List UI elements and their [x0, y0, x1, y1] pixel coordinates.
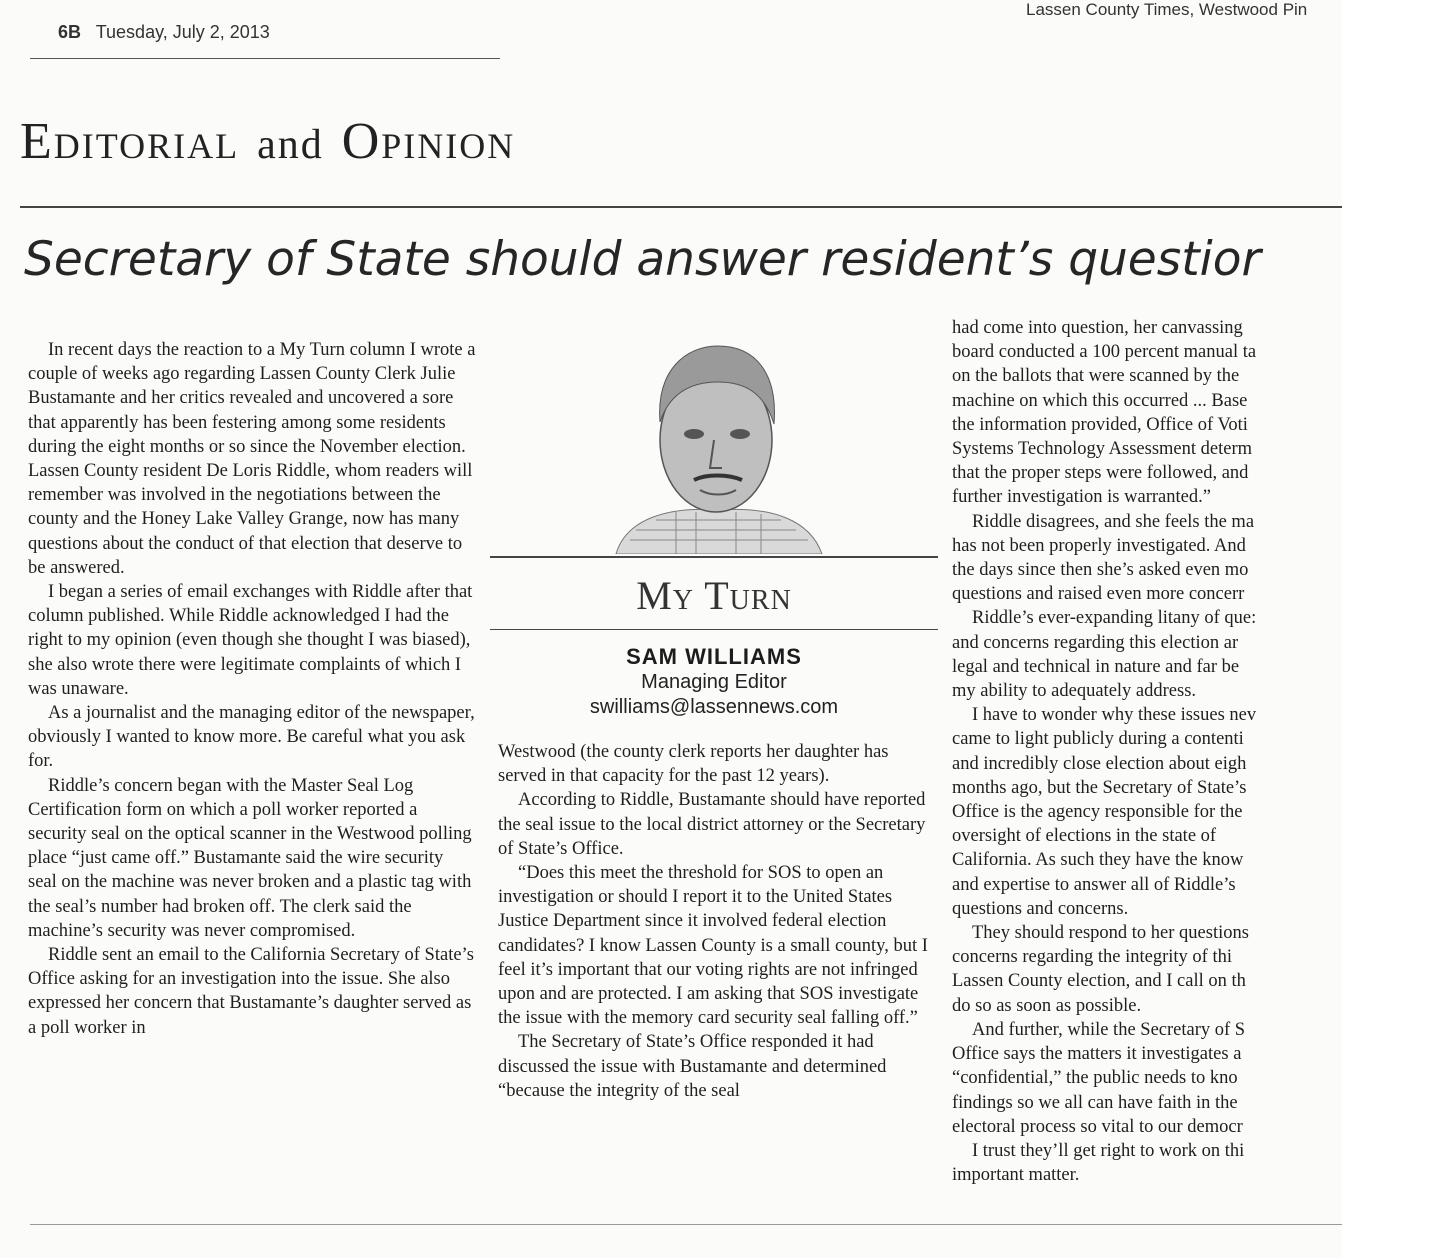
section-word-editorial: Editorial — [20, 113, 240, 170]
text-line: concerns regarding the integrity of thi — [952, 947, 1232, 968]
paragraph: I began a series of email exchanges with Riddle after that column published. While Riddle acknowledged I had the right to my opinion (even though she thought I was biased), she also wrote there were legitimate complaints of which I was unaware. — [28, 582, 473, 699]
masthead: Lassen County Times, Westwood Pin — [1026, 0, 1308, 19]
column-box — [490, 560, 938, 720]
text-line: findings so we all can have faith in the — [952, 1092, 1238, 1113]
paragraph: The Secretary of State’s Office responded it had discussed the issue with Bustamante and determined “because the integrity of the seal — [498, 1032, 887, 1101]
text-line: Systems Technology Assessment determ — [952, 439, 1252, 460]
page-number: 6B — [58, 22, 82, 42]
headline: Secretary of State should answer resident’s questior — [24, 232, 1261, 287]
author-role: Managing Editor — [641, 671, 787, 693]
text-line: They should respond to her questions — [972, 923, 1249, 944]
text-line: and incredibly close election about eigh — [952, 753, 1247, 774]
text-line: do so as soon as possible. — [952, 995, 1142, 1016]
column-rule — [490, 629, 938, 630]
text-line: oversight of elections in the state of — [952, 826, 1217, 847]
page-header — [58, 22, 270, 43]
text-line: months ago, but the Secretary of State’s — [952, 777, 1247, 798]
paragraph: According to Riddle, Bustamante should have reported the seal issue to the local district attorney or the Secretary of State’s Office. — [498, 790, 926, 859]
text-line: Lassen County election, and I call on th — [952, 971, 1246, 992]
text-line: my ability to adequately address. — [952, 681, 1197, 702]
paragraph: Riddle’s concern began with the Master Seal Log Certification form on which a poll worker reported a security seal on the optical scanner in the Westwood polling place “just came off.” Bustamante said the wire security seal on the machine was never broken and a plastic tag with the seal’s number had broken off. The clerk said the machine’s security was never compromised. — [28, 775, 472, 941]
text-line: and expertise to answer all of Riddle’s — [952, 874, 1236, 895]
author-name: SAM WILLIAMS — [626, 644, 802, 669]
paragraph: As a journalist and the managing editor of the newspaper, obviously I wanted to know more. Be careful what you ask for. — [28, 703, 475, 772]
text-line: on the ballots that were scanned by the — [952, 366, 1240, 387]
paragraph: Westwood (the county clerk reports her daughter has served in that capacity for the past 12 years). — [498, 742, 889, 787]
text-line: that the proper steps were followed, and — [952, 463, 1249, 484]
text-line: Riddle’s ever-expanding litany of que: — [972, 608, 1257, 629]
photo-rule — [490, 556, 938, 558]
text-line: California. As such they have the know — [952, 850, 1244, 871]
paragraph: Riddle sent an email to the California Secretary of State’s Office asking for an investigation into the issue. She also expressed her concern that Bustamante’s daughter served as a poll worker in — [28, 945, 474, 1038]
text-line: board conducted a 100 percent manual ta — [952, 342, 1257, 363]
text-line: further investigation is warranted.” — [952, 487, 1211, 508]
issue-date: Tuesday, July 2, 2013 — [95, 22, 270, 42]
paragraph: “Does this meet the threshold for SOS to open an investigation or should I report it to the United States Justice Department since it involved federal election candidates? I know Lassen County is a small county, but I feel it’s important that our voting rights are not infringed upon and are protected. I am asking that SOS investigate the issue with the memory card security seal falling off.” — [498, 863, 928, 1029]
text-line: Riddle disagrees, and she feels the ma — [972, 511, 1255, 532]
section-title — [20, 112, 515, 171]
text-line: questions and concerns. — [952, 898, 1129, 919]
text-line: “confidential,” the public needs to kno — [952, 1068, 1238, 1089]
text-line: And further, while the Secretary of S — [972, 1019, 1246, 1040]
text-line: has not been properly investigated. And — [952, 535, 1246, 556]
author-photo — [596, 330, 840, 554]
section-word-and: and — [257, 122, 324, 168]
text-line: electoral process so vital to our democr — [952, 1116, 1243, 1137]
author-email: swilliams@lassennews.com — [589, 696, 839, 718]
text-line: important matter. — [952, 1165, 1080, 1186]
text-line: legal and technical in nature and far be — [952, 656, 1240, 677]
section-word-opinion: Opinion — [341, 113, 516, 170]
text-line: the days since then she’s asked even mo — [952, 560, 1249, 581]
section-rule — [20, 206, 1342, 208]
text-line: had come into question, her canvassing — [952, 318, 1243, 338]
text-line: I trust they’ll get right to work on thi — [972, 1140, 1245, 1161]
right-column — [952, 316, 1342, 1187]
left-column — [28, 338, 476, 1040]
column-title: My Turn — [636, 573, 792, 618]
middle-column — [498, 740, 938, 1103]
text-line: I have to wonder why these issues nev — [972, 705, 1257, 726]
text-line: the information provided, Office of Voti — [952, 414, 1248, 435]
bottom-rule — [30, 1224, 1342, 1225]
scan-margin — [1342, 0, 1443, 1258]
text-line: and concerns regarding this election ar — [952, 632, 1239, 653]
text-line: machine on which this occurred ... Base — [952, 390, 1248, 411]
header-rule — [30, 58, 500, 59]
paragraph: In recent days the reaction to a My Turn column I wrote a couple of weeks ago regarding Lassen County Clerk Julie Bustamante and her critics revealed and uncovered a sore that apparently has been festering among some residents during the eight months or so since the November election. Lassen County resident De Loris Riddle, whom readers will remember was involved in the negotiations between the county and the Honey Lake Valley Grange, now has many questions about the conduct of that election that deserve to be answered. — [28, 340, 476, 578]
text-line: came to light publicly during a contenti — [952, 729, 1244, 750]
text-line: Office is the agency responsible for the — [952, 802, 1243, 823]
text-line: Office says the matters it investigates a — [952, 1044, 1242, 1065]
text-line: questions and raised even more concerr — [952, 584, 1245, 605]
